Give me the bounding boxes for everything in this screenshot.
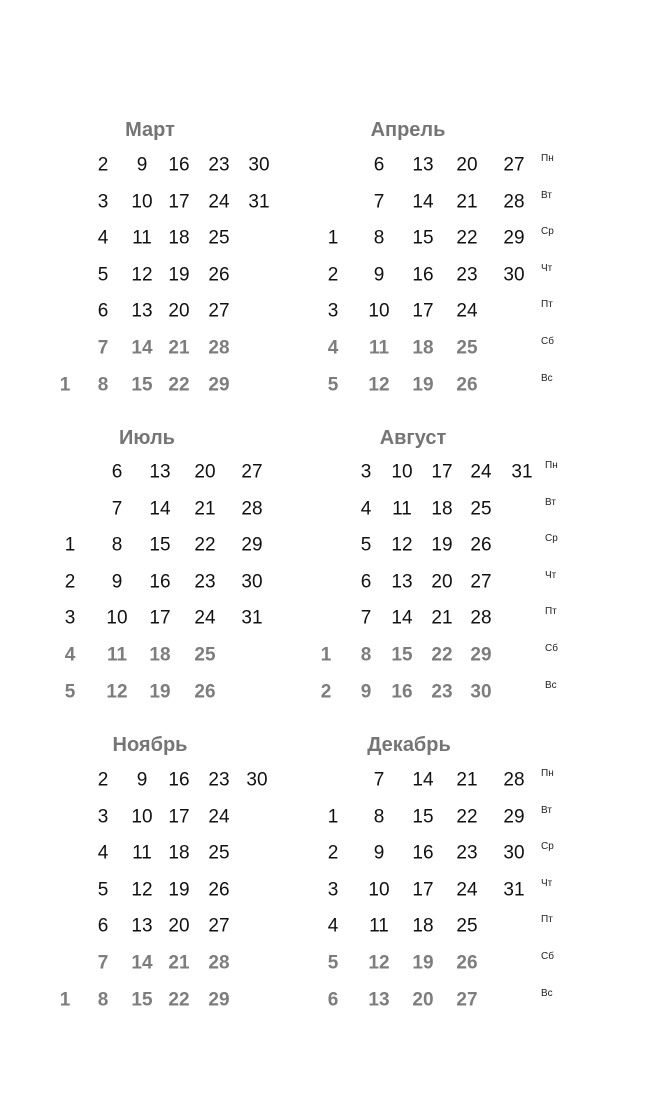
day-cell: 8 [373, 806, 385, 828]
day-cell: 29 [208, 989, 230, 1011]
weekday-label: Сб [541, 951, 554, 962]
day-cell: 26 [208, 264, 230, 286]
day-cell: 20 [194, 461, 216, 483]
day-cell: 28 [503, 769, 525, 791]
day-cell: 18 [149, 644, 171, 666]
day-cell: 7 [373, 191, 385, 213]
day-cell: 17 [412, 300, 434, 322]
weekday-label: Пн [541, 768, 554, 779]
day-cell: 11 [106, 644, 128, 666]
day-cell: 23 [431, 681, 453, 703]
day-cell: 12 [368, 952, 390, 974]
day-cell: 31 [503, 879, 525, 901]
day-cell: 14 [131, 952, 153, 974]
day-cell: 5 [360, 534, 372, 556]
weekday-label: Пт [541, 299, 553, 311]
day-cell: 3 [97, 806, 109, 828]
day-cell: 24 [456, 300, 478, 322]
day-cell: 13 [412, 154, 434, 176]
day-cell: 20 [412, 989, 434, 1011]
day-cell: 25 [194, 644, 216, 666]
day-cell: 28 [208, 337, 230, 359]
day-cell: 13 [149, 461, 171, 483]
day-cell: 11 [132, 227, 152, 249]
day-cell: 19 [412, 374, 434, 396]
day-cell: 21 [431, 607, 453, 629]
day-cell: 21 [168, 337, 190, 359]
weekday-label: Вт [541, 804, 552, 816]
day-cell: 4 [64, 644, 76, 666]
day-cell: 14 [412, 191, 434, 213]
day-cell: 12 [106, 681, 128, 703]
day-cell: 17 [149, 607, 171, 629]
day-cell: 30 [246, 769, 268, 791]
day-cell: 23 [194, 571, 216, 593]
day-cell: 30 [503, 264, 525, 286]
day-cell: 23 [208, 769, 230, 791]
day-cell: 22 [168, 989, 190, 1011]
month-title: Март [125, 119, 175, 141]
weekday-label: Чт [541, 262, 553, 274]
day-cell: 8 [360, 644, 372, 666]
day-cell: 5 [97, 879, 109, 901]
day-cell: 22 [456, 227, 478, 249]
day-cell: 4 [97, 842, 109, 864]
day-cell: 14 [391, 607, 413, 629]
day-cell: 28 [208, 952, 230, 974]
day-cell: 9 [373, 842, 385, 864]
day-cell: 21 [168, 952, 190, 974]
day-cell: 12 [131, 264, 153, 286]
day-cell: 19 [412, 952, 434, 974]
day-cell: 26 [456, 374, 478, 396]
day-cell: 27 [208, 915, 230, 937]
day-cell: 27 [470, 571, 492, 593]
day-cell: 15 [131, 989, 153, 1011]
day-cell: 5 [97, 264, 109, 286]
day-cell: 4 [327, 915, 339, 937]
day-cell: 21 [456, 191, 478, 213]
day-cell: 21 [456, 769, 478, 791]
weekday-label: Чт [541, 877, 553, 889]
day-cell: 2 [320, 681, 332, 703]
day-cell: 3 [327, 300, 339, 322]
day-cell: 27 [208, 300, 230, 322]
month-title: Август [379, 427, 447, 449]
day-cell: 9 [136, 769, 148, 791]
day-cell: 26 [470, 534, 492, 556]
day-cell: 15 [391, 644, 413, 666]
day-cell: 7 [111, 498, 123, 520]
day-cell: 25 [456, 915, 478, 937]
day-cell: 7 [360, 607, 372, 629]
day-cell: 23 [456, 842, 478, 864]
day-cell: 18 [412, 915, 434, 937]
day-cell: 29 [503, 227, 525, 249]
day-cell: 2 [327, 264, 339, 286]
day-cell: 20 [431, 571, 453, 593]
day-cell: 4 [97, 227, 109, 249]
day-cell: 3 [360, 461, 372, 483]
day-cell: 11 [369, 915, 389, 937]
day-cell: 10 [368, 879, 390, 901]
day-cell: 26 [208, 879, 230, 901]
day-cell: 15 [412, 227, 434, 249]
day-cell: 6 [360, 571, 372, 593]
day-cell: 10 [106, 607, 128, 629]
day-cell: 16 [149, 571, 171, 593]
day-cell: 18 [412, 337, 434, 359]
day-cell: 8 [111, 534, 123, 556]
day-cell: 7 [373, 769, 385, 791]
weekday-label: Пт [541, 914, 553, 926]
day-cell: 3 [97, 191, 109, 213]
day-cell: 6 [327, 989, 339, 1011]
day-cell: 19 [431, 534, 453, 556]
weekday-label: Ср [541, 841, 554, 853]
day-cell: 22 [168, 374, 190, 396]
day-cell: 9 [111, 571, 123, 593]
weekday-label: Вс [541, 987, 553, 999]
day-cell: 5 [64, 681, 76, 703]
day-cell: 6 [97, 300, 109, 322]
day-cell: 27 [503, 154, 525, 176]
day-cell: 22 [456, 806, 478, 828]
day-cell: 28 [503, 191, 525, 213]
day-cell: 11 [368, 337, 390, 359]
weekday-label: Пн [545, 460, 558, 471]
day-cell: 14 [149, 498, 171, 520]
weekday-label: Пн [541, 153, 554, 164]
day-cell: 14 [131, 337, 153, 359]
day-cell: 24 [194, 607, 216, 629]
day-cell: 11 [132, 842, 152, 864]
month-title: Июль [119, 427, 175, 449]
day-cell: 31 [511, 461, 533, 483]
day-cell: 24 [456, 879, 478, 901]
day-cell: 3 [327, 879, 339, 901]
weekday-label: Пт [545, 606, 557, 618]
day-cell: 29 [503, 806, 525, 828]
day-cell: 26 [194, 681, 216, 703]
day-cell: 16 [412, 842, 434, 864]
day-cell: 5 [327, 374, 339, 396]
day-cell: 22 [431, 644, 453, 666]
day-cell: 8 [373, 227, 385, 249]
day-cell: 25 [456, 337, 478, 359]
day-cell: 30 [241, 571, 263, 593]
day-cell: 12 [368, 374, 390, 396]
weekday-label: Вт [541, 189, 552, 201]
day-cell: 20 [456, 154, 478, 176]
day-cell: 8 [97, 374, 109, 396]
day-cell: 29 [208, 374, 230, 396]
day-cell: 22 [194, 534, 216, 556]
day-cell: 16 [168, 769, 190, 791]
day-cell: 4 [360, 498, 372, 520]
day-cell: 20 [168, 300, 190, 322]
day-cell: 2 [97, 769, 109, 791]
day-cell: 16 [391, 681, 413, 703]
day-cell: 15 [131, 374, 153, 396]
day-cell: 13 [368, 989, 390, 1011]
day-cell: 25 [470, 498, 492, 520]
day-cell: 28 [241, 498, 263, 520]
day-cell: 16 [412, 264, 434, 286]
day-cell: 13 [131, 915, 153, 937]
day-cell: 4 [327, 337, 339, 359]
day-cell: 9 [360, 681, 372, 703]
day-cell: 24 [208, 806, 230, 828]
day-cell: 3 [64, 607, 76, 629]
day-cell: 29 [470, 644, 492, 666]
day-cell: 7 [97, 952, 109, 974]
day-cell: 16 [168, 154, 190, 176]
day-cell: 14 [412, 769, 434, 791]
day-cell: 27 [241, 461, 263, 483]
day-cell: 18 [168, 842, 190, 864]
weekday-label: Вс [541, 372, 553, 384]
day-cell: 10 [131, 806, 153, 828]
day-cell: 1 [327, 806, 339, 828]
day-cell: 5 [327, 952, 339, 974]
day-cell: 6 [373, 154, 385, 176]
day-cell: 21 [194, 498, 216, 520]
day-cell: 17 [168, 806, 190, 828]
day-cell: 1 [59, 374, 71, 396]
day-cell: 18 [431, 498, 453, 520]
day-cell: 30 [248, 154, 270, 176]
day-cell: 1 [320, 644, 332, 666]
day-cell: 23 [208, 154, 230, 176]
day-cell: 1 [64, 534, 76, 556]
day-cell: 13 [131, 300, 153, 322]
day-cell: 9 [136, 154, 148, 176]
day-cell: 17 [168, 191, 190, 213]
weekday-label: Ср [545, 533, 558, 545]
day-cell: 17 [412, 879, 434, 901]
weekday-label: Ср [541, 226, 554, 238]
day-cell: 20 [168, 915, 190, 937]
day-cell: 19 [168, 879, 190, 901]
day-cell: 15 [412, 806, 434, 828]
day-cell: 25 [208, 227, 230, 249]
day-cell: 10 [368, 300, 390, 322]
day-cell: 19 [168, 264, 190, 286]
day-cell: 2 [97, 154, 109, 176]
weekday-label: Сб [541, 336, 554, 347]
day-cell: 6 [97, 915, 109, 937]
day-cell: 26 [456, 952, 478, 974]
day-cell: 13 [391, 571, 413, 593]
day-cell: 17 [431, 461, 453, 483]
day-cell: 31 [241, 607, 263, 629]
day-cell: 31 [248, 191, 270, 213]
day-cell: 2 [64, 571, 76, 593]
day-cell: 19 [149, 681, 171, 703]
day-cell: 2 [327, 842, 339, 864]
day-cell: 1 [327, 227, 339, 249]
day-cell: 27 [456, 989, 478, 1011]
month-title: Декабрь [367, 734, 451, 756]
day-cell: 8 [97, 989, 109, 1011]
day-cell: 30 [470, 681, 492, 703]
month-title: Апрель [370, 119, 446, 141]
day-cell: 30 [503, 842, 525, 864]
day-cell: 29 [241, 534, 263, 556]
day-cell: 23 [456, 264, 478, 286]
day-cell: 6 [111, 461, 123, 483]
day-cell: 12 [391, 534, 413, 556]
day-cell: 1 [59, 989, 71, 1011]
day-cell: 15 [149, 534, 171, 556]
day-cell: 10 [131, 191, 153, 213]
day-cell: 9 [373, 264, 385, 286]
weekday-label: Вт [545, 496, 556, 508]
day-cell: 24 [208, 191, 230, 213]
weekday-label: Чт [545, 569, 557, 581]
day-cell: 7 [97, 337, 109, 359]
day-cell: 25 [208, 842, 230, 864]
weekday-label: Сб [545, 643, 558, 654]
day-cell: 12 [131, 879, 153, 901]
day-cell: 11 [392, 498, 412, 520]
day-cell: 18 [168, 227, 190, 249]
month-title: Ноябрь [112, 734, 188, 756]
day-cell: 24 [470, 461, 492, 483]
weekday-label: Вс [545, 679, 557, 691]
day-cell: 10 [391, 461, 413, 483]
day-cell: 28 [470, 607, 492, 629]
